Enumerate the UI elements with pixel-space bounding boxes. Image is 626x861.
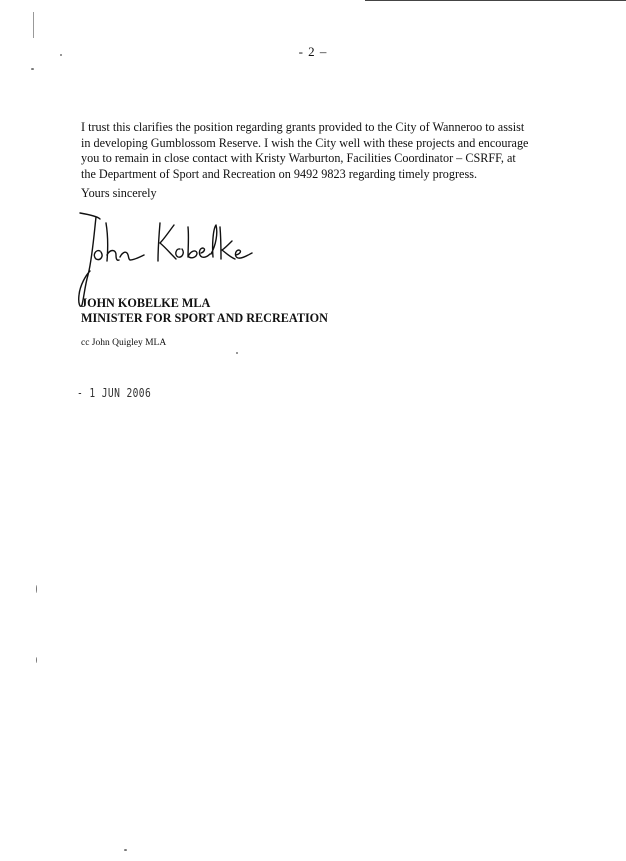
- body-line: I trust this clarifies the position regarding grants provided to the City of Wanneroo to assist: [81, 120, 525, 134]
- scan-speck: [36, 585, 37, 593]
- scan-speck: [236, 352, 238, 354]
- body-paragraph: [81, 120, 531, 182]
- scan-edge-mark: [33, 12, 34, 38]
- closing-salutation: Yours sincerely: [81, 186, 157, 200]
- handwritten-signature: [70, 205, 260, 310]
- body-line: you to remain in close contact with Kristy Warburton, Facilities Coordinator – CSRFF, at: [81, 151, 516, 166]
- page-number: - 2 –: [298, 44, 328, 59]
- cc-line: cc John Quigley MLA: [81, 338, 167, 348]
- scan-speck: [31, 68, 34, 70]
- scan-speck: [36, 657, 37, 663]
- body-line: in developing Gumblossom Reserve. I wish the City well with these projects and encourage: [81, 135, 529, 150]
- date-stamp: - 1 JUN 2006: [77, 386, 152, 400]
- scan-speck: [124, 849, 127, 851]
- scan-edge-line: [365, 0, 626, 1]
- signer-title: MINISTER FOR SPORT AND RECREATION: [81, 311, 328, 325]
- body-line: the Department of Sport and Recreation on 9492 9823 regarding timely progress.: [81, 166, 477, 181]
- signer-name: JOHN KOBELKE MLA: [81, 296, 211, 310]
